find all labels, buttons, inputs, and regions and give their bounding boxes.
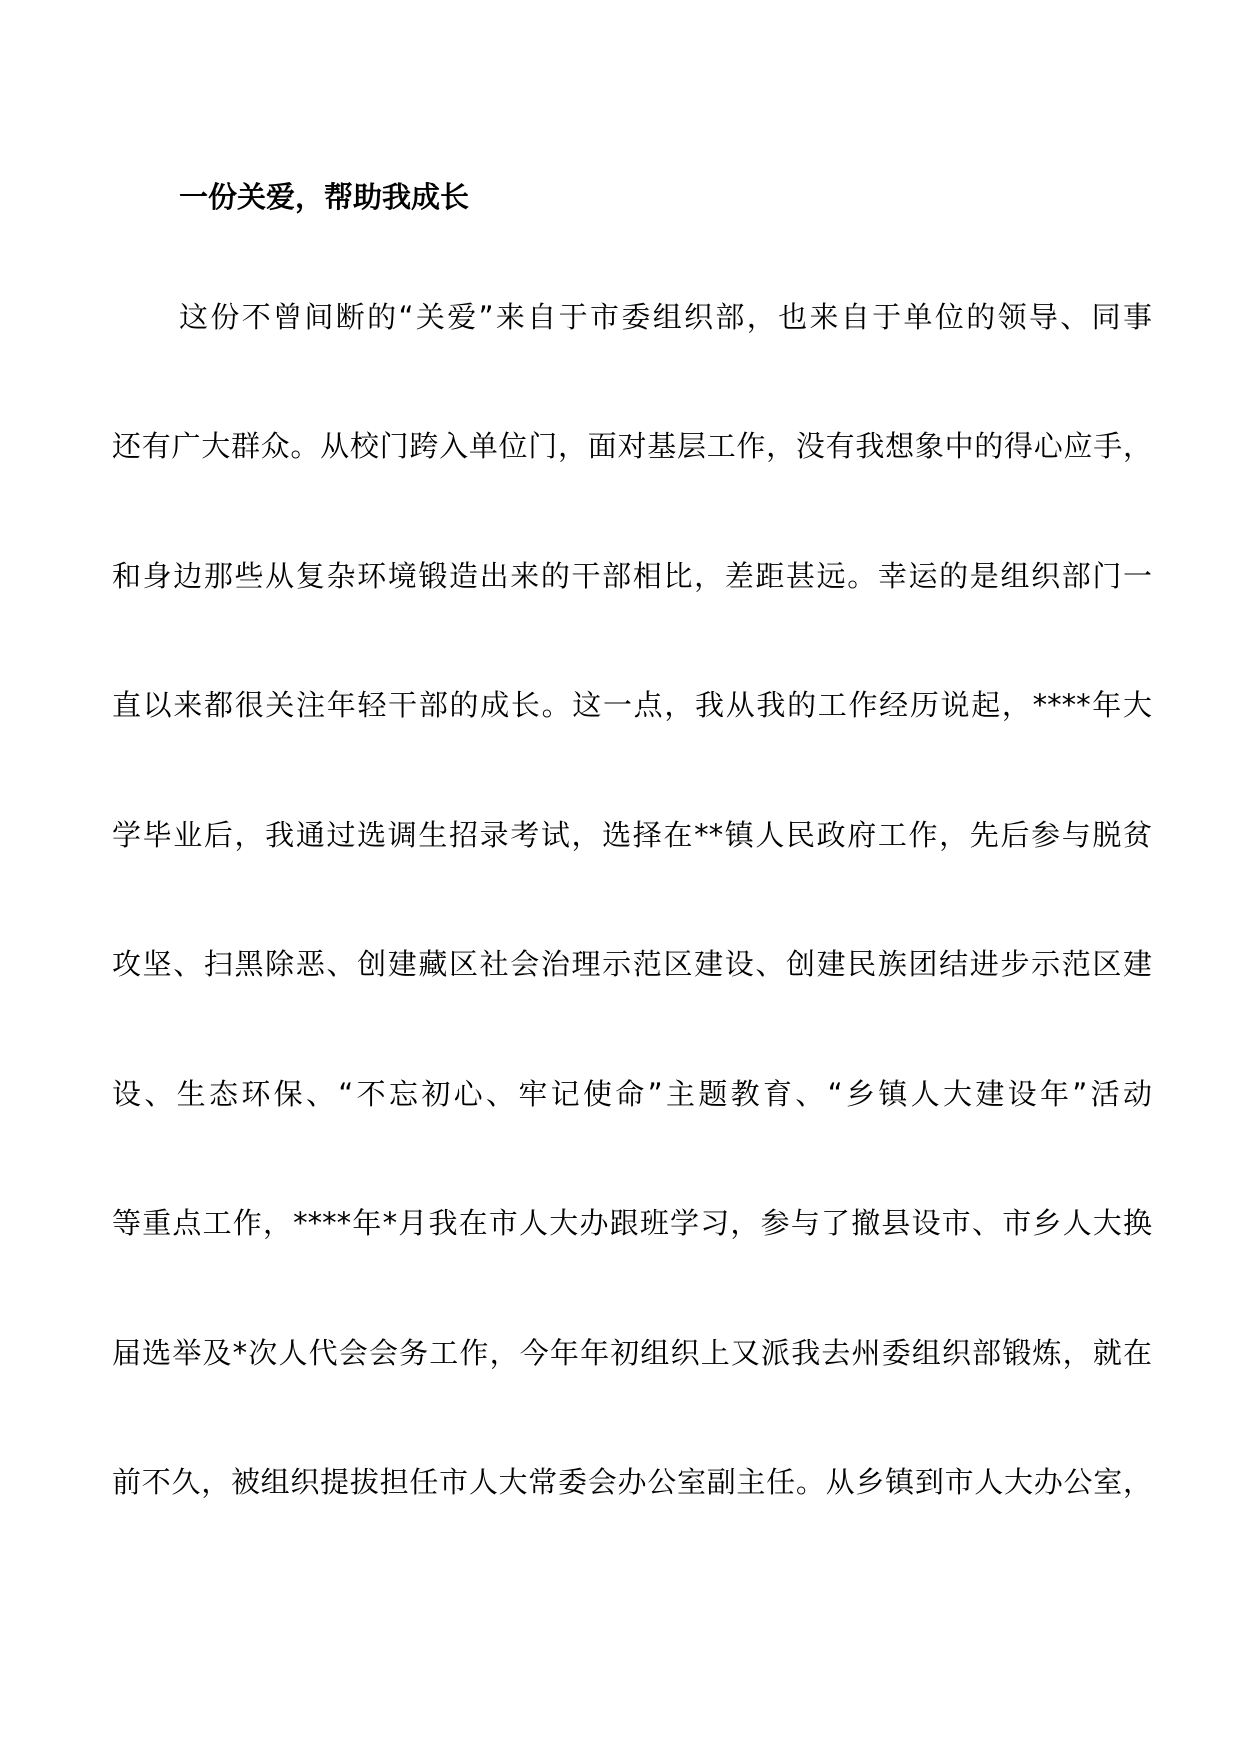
paragraph-line-2: 还有广大群众。从校门跨入单位门，面对基层工作，没有我想象中的得心应手， (112, 429, 1152, 463)
paragraph-line-8: 等重点工作，****年*月我在市人大办跟班学习，参与了撤县设市、市乡人大换 (112, 1206, 1152, 1240)
section-heading: 一份关爱，帮助我成长 (179, 180, 470, 214)
paragraph-line-1: 这份不曾间断的“关爱”来自于市委组织部，也来自于单位的领导、同事 (179, 300, 1152, 334)
paragraph-line-9: 届选举及*次人代会会务工作，今年年初组织上又派我去州委组织部锻炼，就在 (112, 1336, 1152, 1370)
paragraph-line-7: 设、生态环保、“不忘初心、牢记使命”主题教育、“乡镇人大建设年”活动 (112, 1077, 1152, 1111)
paragraph-line-5: 学毕业后，我通过选调生招录考试，选择在**镇人民政府工作，先后参与脱贫 (112, 818, 1152, 852)
paragraph-line-6: 攻坚、扫黑除恶、创建藏区社会治理示范区建设、创建民族团结进步示范区建 (112, 947, 1152, 981)
paragraph-line-4: 直以来都很关注年轻干部的成长。这一点，我从我的工作经历说起，****年大 (112, 688, 1152, 722)
paragraph-line-10: 前不久，被组织提拔担任市人大常委会办公室副主任。从乡镇到市人大办公室， (112, 1465, 1152, 1499)
paragraph-line-3: 和身边那些从复杂环境锻造出来的干部相比，差距甚远。幸运的是组织部门一 (112, 559, 1152, 593)
